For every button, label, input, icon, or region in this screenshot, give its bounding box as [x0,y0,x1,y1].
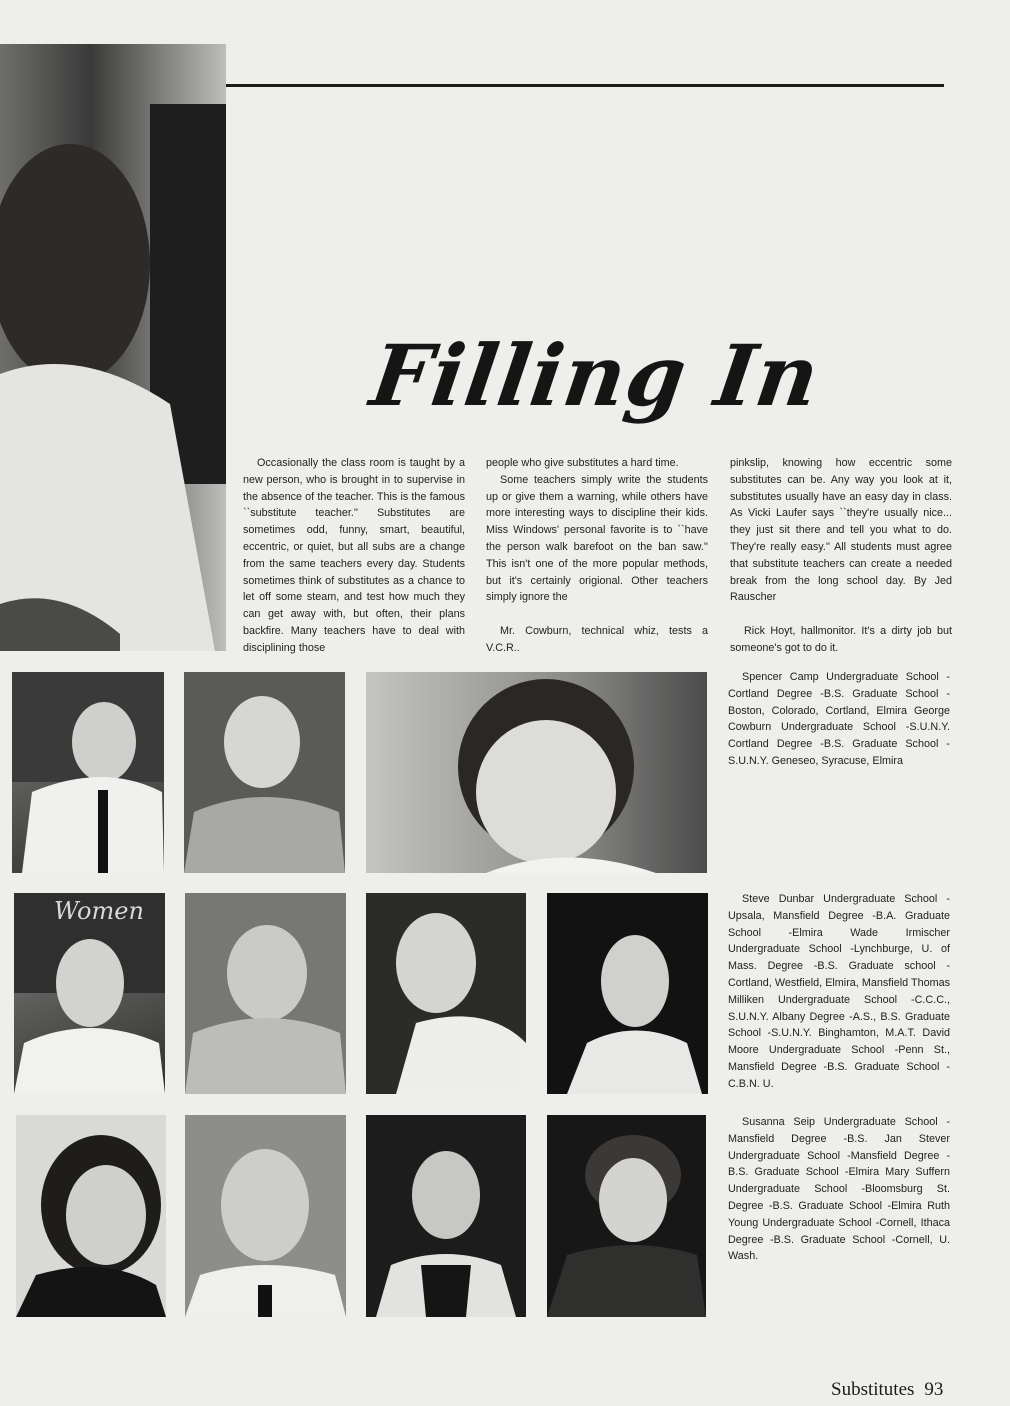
portrait-photo [12,672,164,873]
article-paragraph: Occasionally the class room is taught by a new person, who is brought in to supervise in the absence of the teacher. This is the famous ``substitute teacher.'' Substitutes are sometimes odd, funny, smart, beautiful, eccentric, or quiet, but all subs are a change from the same teachers every day. Students sometimes think of substitutes as a chance to let off some steam, and test how much they can get away with, but often, their plans backfire. Many teachers have to deal with disciplining those [243,457,465,654]
article-paragraph: Some teachers simply write the students up or give them a warning, while others have more interesting ways to discipline their kids. Miss Windows' personal favorite is to ``have the person walk barefoot on the ban saw.'' This isn't one of the more popular methods, but it's certainly origional. Other teachers simply ignore the [486,473,708,604]
article-paragraph: people who give substitutes a hard time. [486,457,679,469]
photo-caption: Rick Hoyt, hallmonitor. It's a dirty job but someone's got to do it. [730,624,952,654]
faculty-names-row-3: Susanna Seip Undergraduate School - Mansfield Degree -B.S. Jan Stever Undergraduate School -Mansfield Degree -B.S. Graduate School -Elmira Mary Suffern Undergraduate School -Bloomsburg St. Degree -B.S. Graduate School -Elmira Ruth Young Undergraduate School -Cornell, Ithaca Degree -B.S. Graduate School -Cornell, U. Wash. [728,1116,950,1263]
header-rule [226,84,944,87]
article-column-3 [730,455,952,655]
portrait-photo [547,893,708,1094]
page-title: Filling In [365,326,826,425]
faculty-names-row-2: Steve Dunbar Undergraduate School - Upsala, Mansfield Degree -B.A. Graduate School -Elmira Wade Irmischer Undergraduate School -Lynchburge, U. of Mass. Degree -B.S. Graduate school -Cortland, Westfield, Elmira, Mansfield Thomas Milliken Undergraduate School -C.C.C., S.U.N.Y. Albany Degree -A.S., B.S. Graduate School -S.U.N.Y. Binghamton, M.A.T. David Moore Undergraduate School -Penn St., Mansfield Degree -B.S. Graduate School -C.B.N. U. [728,893,950,1090]
portrait-photo [14,893,165,1094]
section-name: Substitutes [831,1379,915,1400]
photo-hallmonitor [0,44,226,651]
page-footer [831,1377,981,1403]
photo-caption: Mr. Cowburn, technical whiz, tests a V.C.R.. [486,624,708,654]
article-paragraph: pinkslip, knowing how eccentric some substitutes can be. Any way you look at it, substitutes usually have an easy day in class. As Vicki Laufer says ``they're usually nice... they just sit there and tell you what to do. They're really easy.'' All students must agree that substitute teachers can create a needed break from the long school day. By Jed Rauscher [730,457,952,604]
page-number: 93 [924,1379,944,1400]
article-column-1 [243,455,465,655]
article-column-2 [486,455,708,655]
portrait-photo [366,1115,526,1317]
portrait-photo [184,672,345,873]
portrait-photo [366,893,526,1094]
portrait-photo [366,672,707,873]
portrait-photo [16,1115,166,1317]
portrait-photo [185,1115,346,1317]
portrait-photo [547,1115,706,1317]
portrait-photo [185,893,346,1094]
chalkboard-text: Women [54,897,144,925]
faculty-names-row-1: Spencer Camp Undergraduate School - Cortland Degree -B.S. Graduate School - Boston, Colorado, Cortland, Elmira George Cowburn Undergraduate School -S.U.N.Y. Cortland Degree -B.S. Graduate School - S.U.N.Y. Geneseo, Syracuse, Elmira [728,671,950,767]
